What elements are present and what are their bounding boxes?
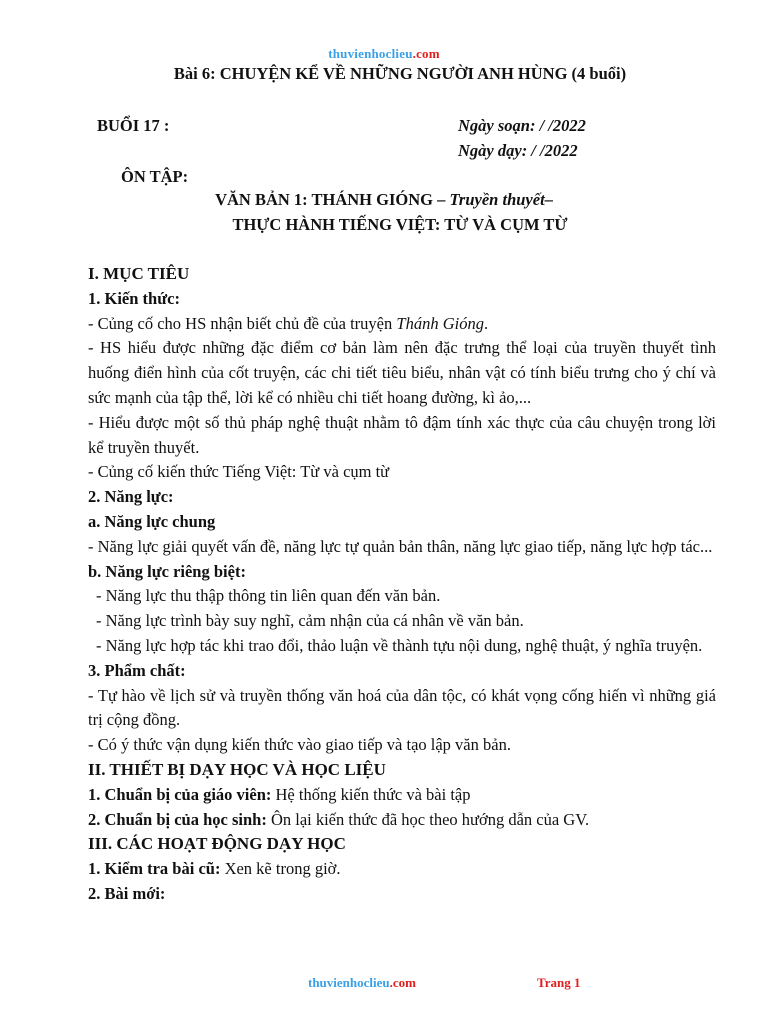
section-heading-equipment: II. THIẾT BỊ DẠY HỌC VÀ HỌC LIỆU xyxy=(88,759,386,779)
prep-date: Ngày soạn: / /2022 xyxy=(458,116,586,135)
inline-label: 1. Kiểm tra bài cũ: xyxy=(88,859,225,879)
footer-site-domain: .com xyxy=(389,975,416,990)
inline-label: 2. Chuẩn bị của học sinh: xyxy=(88,809,271,829)
teach-date: Ngày dạy: / /2022 xyxy=(458,141,578,160)
text-title-main: VĂN BẢN 1: THÁNH GIÓNG – xyxy=(215,190,450,209)
subheading-new-lesson: 2. Bài mới: xyxy=(88,883,166,903)
site-watermark-top xyxy=(0,46,768,62)
paragraph-text: Ôn lại kiến thức đã học theo hướng dẫn của GV. xyxy=(270,809,590,829)
subheading-qualities: 3. Phẩm chất: xyxy=(88,660,186,680)
review-heading: ÔN TẬP: xyxy=(121,167,189,186)
paragraph-text: Xen kẽ trong giờ. xyxy=(224,859,341,879)
paragraph xyxy=(88,783,716,808)
paragraph: - HS hiểu được những đặc điểm cơ bản làm nên đặc trưng thể loại của truyền thuyết tình huống điển hình của cốt truyện, các chi tiết tiêu biểu, nhân vật có tính biểu trưng cho ý chí và sức mạnh của tập thể, lời kể có nhiều chi tiết hoang đường, kì ảo,... xyxy=(88,338,716,407)
site-domain: .com xyxy=(412,46,440,61)
text-title-end: – xyxy=(544,190,553,209)
footer-site-name: thuvienhoclieu xyxy=(308,975,390,990)
story-title: Thánh Gióng xyxy=(396,313,484,333)
footer-site-link[interactable] xyxy=(308,975,416,991)
paragraph: - Năng lực giải quyết vấn đề, năng lực tự quản bản thân, năng lực giao tiếp, năng lực hợp tác... xyxy=(88,536,713,556)
paragraph: - Hiểu được một số thủ pháp nghệ thuật nhằm tô đậm tính xác thực của câu chuyện trong lời kể truyền thuyết. xyxy=(88,412,716,457)
subheading-general-competence: a. Năng lực chung xyxy=(88,511,216,531)
text-title xyxy=(0,190,768,210)
subheading-knowledge: 1. Kiến thức: xyxy=(88,288,180,308)
paragraph: - Năng lực trình bày suy nghĩ, cảm nhận của cá nhân về văn bản. xyxy=(96,611,524,631)
lesson-title: Bài 6: CHUYỆN KỂ VỀ NHỮNG NGƯỜI ANH HÙNG (4 buổi) xyxy=(173,64,627,83)
page-footer xyxy=(0,975,768,993)
practice-title: THỰC HÀNH TIẾNG VIỆT: TỪ VÀ CỤM TỪ xyxy=(232,215,568,234)
paragraph xyxy=(88,312,716,337)
session-label: BUỔI 17 : xyxy=(97,116,170,135)
paragraph: - Có ý thức vận dụng kiến thức vào giao tiếp và tạo lập văn bản. xyxy=(88,735,511,755)
subheading-specific-competence: b. Năng lực riêng biệt: xyxy=(88,561,246,581)
subheading-competence: 2. Năng lực: xyxy=(88,487,174,507)
text-title-genre: Truyền thuyết xyxy=(449,190,545,209)
paragraph xyxy=(88,857,716,882)
document-body xyxy=(88,262,716,907)
site-name: thuvienhoclieu xyxy=(328,46,413,61)
paragraph: - Năng lực hợp tác khi trao đổi, thảo luận về thành tựu nội dung, nghệ thuật, ý nghĩa truyện. xyxy=(96,635,703,655)
paragraph: - Củng cố kiến thức Tiếng Việt: Từ và cụm từ xyxy=(88,462,390,482)
section-heading-objectives: I. MỤC TIÊU xyxy=(88,264,190,283)
section-heading-activities: III. CÁC HOẠT ĐỘNG DẠY HỌC xyxy=(88,834,346,854)
paragraph xyxy=(88,808,716,833)
paragraph-text: - Củng cố cho HS nhận biết chủ đề của truyện xyxy=(88,313,397,333)
paragraph: - Tự hào về lịch sử và truyền thống văn hoá của dân tộc, có khát vọng cống hiến vì những giá trị cộng đồng. xyxy=(88,685,716,730)
page-number: Trang 1 xyxy=(537,975,581,990)
paragraph-text: Hệ thống kiến thức và bài tập xyxy=(275,784,471,804)
paragraph: - Năng lực thu thập thông tin liên quan đến văn bản. xyxy=(96,586,441,606)
paragraph-text: . xyxy=(483,313,489,333)
inline-label: 1. Chuẩn bị của giáo viên: xyxy=(88,784,276,804)
